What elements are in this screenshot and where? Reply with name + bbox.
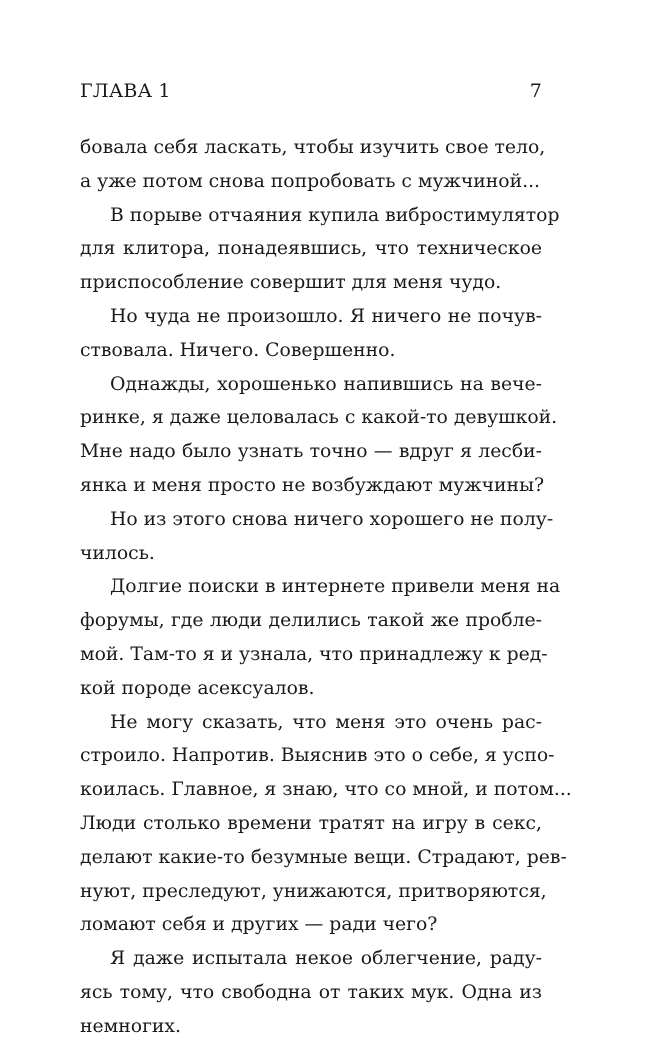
text-line: ринке, я даже целовалась с какой-то девушкой. (80, 407, 558, 429)
text-line: нуют, преследуют, унижаются, притворяются, (80, 880, 547, 902)
text-line: форумы, где люди делились такой же пробле- (80, 610, 542, 632)
text-line: ясь тому, что свободна от таких мук. Одна из (80, 981, 542, 1003)
text-line: бовала себя ласкать, чтобы изучить свое тело, (80, 137, 546, 158)
chapter-title: ГЛАВА 1 (80, 80, 171, 102)
body-text (80, 131, 572, 1044)
text-line: приспособление совершит для меня чудо. (80, 272, 502, 294)
text-line: В порыве отчаяния купила вибростимулятор (110, 204, 560, 226)
text-line: Люди столько времени тратят на игру в секс, (80, 812, 542, 834)
text-line: Мне надо было узнать точно — вдруг я лесби- (80, 441, 542, 463)
text-line: мой. Там-то я и узнала, что принадлежу к ред- (80, 643, 548, 665)
text-line: Однажды, хорошенько напившись на вече- (110, 373, 542, 395)
text-line: строило. Напротив. Выяснив это о себе, я успо- (80, 745, 555, 767)
text-line: чилось. (80, 542, 155, 564)
page-number: 7 (529, 80, 542, 102)
text-line: Я даже испытала некое облегчение, раду- (110, 948, 542, 970)
text-line: Не могу сказать, что меня это очень рас- (110, 711, 542, 733)
text-line: а уже потом снова попробовать с мужчиной... (80, 170, 541, 192)
text-line: Долгие поиски в интернете привели меня на (110, 576, 561, 598)
text-line: коилась. Главное, я знаю, что со мной, и потом... (80, 779, 572, 801)
text-line: кой породе асексуалов. (80, 677, 315, 699)
text-line: Но чуда не произошло. Я ничего не почув- (110, 305, 542, 327)
text-line: делают какие-то безумные вещи. Страдают, рев- (80, 846, 567, 868)
text-line: немногих. (80, 1015, 181, 1037)
running-head (80, 80, 542, 106)
text-line: янка и меня просто не возбуждают мужчины? (80, 474, 545, 496)
text-line: Но из этого снова ничего хорошего не полу- (110, 508, 554, 530)
text-line: ломают себя и других — ради чего? (80, 914, 438, 936)
text-line: ствовала. Ничего. Совершенно. (80, 339, 396, 361)
text-line: для клитора, понадеявшись, что техническое (80, 238, 542, 260)
